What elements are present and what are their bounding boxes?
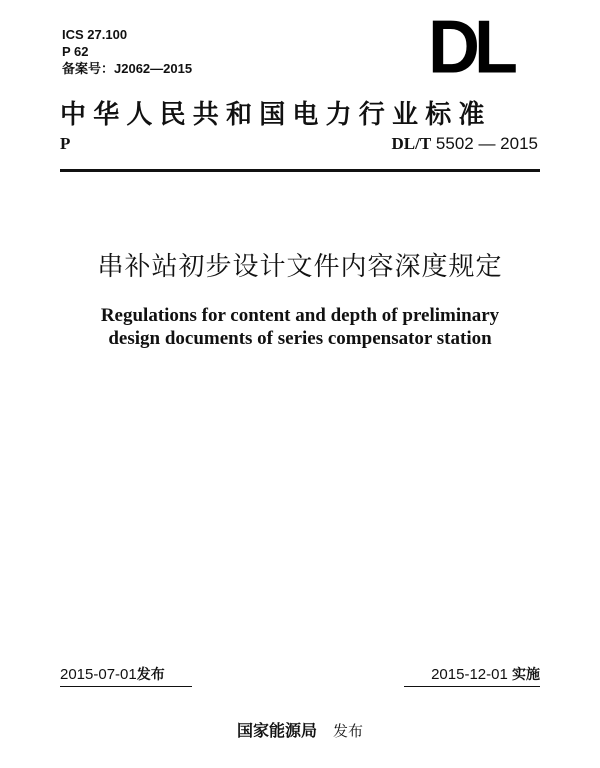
standard-number	[391, 134, 538, 154]
implementation-date-underline	[404, 686, 540, 687]
standard-number-value: 5502 — 2015	[435, 134, 538, 153]
publisher-label: 发布	[333, 722, 364, 740]
publisher-org: 国家能源局	[236, 721, 317, 740]
publisher	[0, 718, 600, 741]
chinese-title: 串补站初步设计文件内容深度规定	[97, 252, 503, 282]
issue-date-value: 2015-07-01	[60, 666, 137, 683]
implementation-date	[431, 664, 540, 684]
english-title	[0, 304, 600, 350]
standard-series-title: 中华人民共和国电力行业标准	[60, 100, 492, 130]
english-title-line-2: design documents of series compensator station	[108, 328, 492, 349]
ics-code: ICS 27.100	[62, 27, 128, 42]
issue-date-label: 发布	[136, 667, 165, 683]
dl-logo: DL	[428, 5, 512, 90]
issue-date	[60, 664, 165, 684]
english-title-line-1: Regulations for content and depth of preliminary	[100, 305, 500, 326]
category-code: P 62	[62, 44, 89, 59]
header-divider	[60, 169, 540, 172]
filing-number: 备案号：J2062—2015	[62, 61, 193, 76]
issue-date-underline	[60, 686, 192, 687]
implementation-date-label: 实施	[512, 667, 540, 683]
p-code: P	[60, 134, 71, 153]
standard-number-prefix: DL/T	[391, 134, 432, 153]
implementation-date-value: 2015-12-01	[431, 666, 508, 683]
